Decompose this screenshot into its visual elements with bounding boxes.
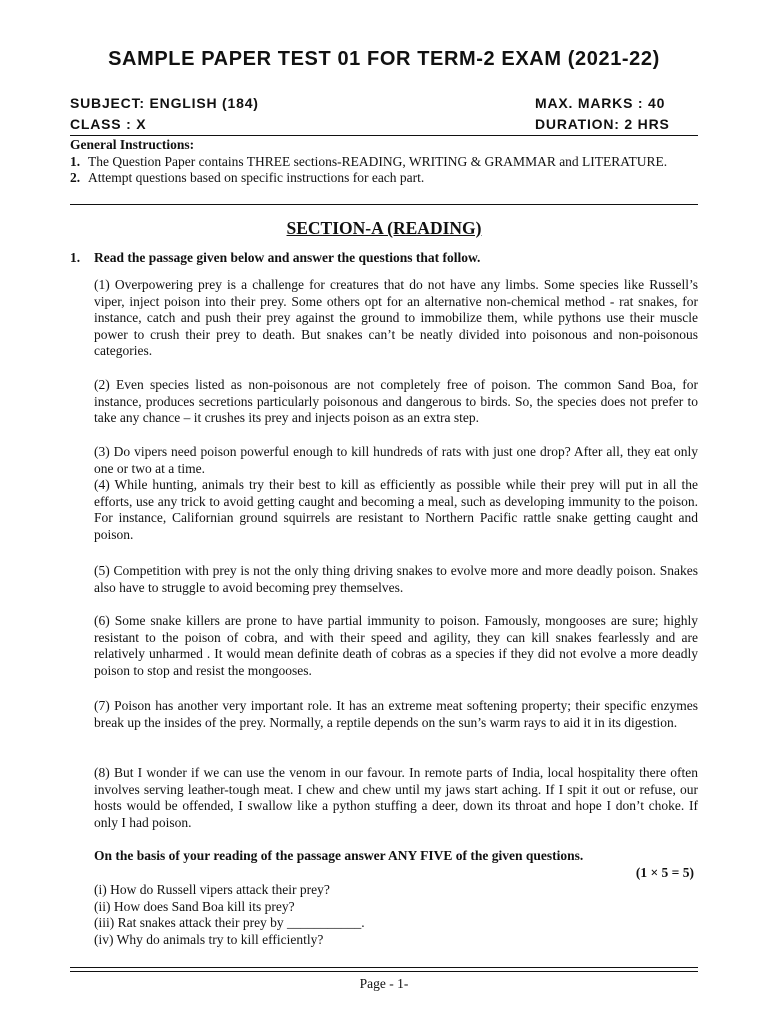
instructions-divider <box>70 204 698 205</box>
passage-paragraph-8: (8) But I wonder if we can use the venom in our favour. In remote parts of India, local hospitality there often involves serving leather-tough meat. I chew and chew until my jaws start aching. If I spit it out or refuse, our hosts would be offended, I swallow like a python stuffing a deer, down its throat and hope I don’t choke. If only I had poison. <box>94 765 698 830</box>
list-item: (i) How do Russell vipers attack their prey? <box>94 882 330 897</box>
instructions-heading: General Instructions: <box>70 137 195 152</box>
section-title-text: SECTION-A (READING) <box>286 218 482 238</box>
question-instruction: Read the passage given below and answer the questions that follow. <box>94 250 481 265</box>
passage-paragraph-2: (2) Even species listed as non-poisonous are not completely free of poison. The common Sand Boa, for instance, produces secretions particularly poisonous and dangerous to birds. So, the species does not prefer to take any chance – it crushes its prey and injects poison as an extra step. <box>94 377 698 426</box>
list-item: (iv) Why do animals try to kill efficiently? <box>94 931 324 947</box>
question-number: 1. <box>70 250 81 265</box>
passage-paragraph-1: (1) Overpowering prey is a challenge for creatures that do not have any limbs. Some species like Russell’s viper, inject poison into their prey. Some others opt for an alternative non-chemical method - rat snakes, for instance, catch and push their prey against the ground to immobilize them, while pythons use their muscle power to crush their prey to death. But snakes can’t be neatly divided into poisonous and non-poisonous categories. <box>94 277 698 359</box>
passage-paragraph-5: (5) Competition with prey is not the only thing driving snakes to evolve more and more deadly poison. Snakes also have to struggle to avoid becoming prey themselves. <box>94 563 698 595</box>
instruction-item <box>70 154 698 171</box>
instruction-text: The Question Paper contains THREE sections-READING, WRITING & GRAMMAR and LITERATURE. <box>88 153 668 169</box>
list-item: (ii) How does Sand Boa kill its prey? <box>94 898 295 914</box>
passage-paragraph-7: (7) Poison has another very important role. It has an extreme meat softening property; their specific enzymes break up the insides of the prey. Normally, a reptile depends on the sun’s warm rays to aid it in its digestion. <box>94 698 698 730</box>
passage-paragraph-4: (4) While hunting, animals try their best to kill as efficiently as possible while their prey will put in all the efforts, use any trick to avoid getting caught and becoming a meal, such as developing immunity to the poison. For instance, Californian ground squirrels are resistant to Northern Pacific rattle snake getting caught and poison. <box>94 477 698 542</box>
instruction-number: 1. <box>70 153 81 169</box>
footer-divider <box>70 967 698 968</box>
max-marks-label: MAX. MARKS : 40 <box>535 95 666 111</box>
marks-label: (1 × 5 = 5) <box>635 865 694 880</box>
list-item: (iii) Rat snakes attack their prey by ___________. <box>94 915 365 930</box>
paper-title: SAMPLE PAPER TEST 01 FOR TERM-2 EXAM (2021-22) <box>108 48 660 70</box>
instruction-item <box>70 170 698 187</box>
passage-paragraph-3: (3) Do vipers need poison powerful enough to kill hundreds of rats with just one drop? After all, they eat only one or two at a time. <box>94 444 698 476</box>
section-title <box>0 218 768 239</box>
instruction-number: 2. <box>70 170 81 185</box>
footer-divider-2 <box>70 971 698 972</box>
header-divider <box>70 135 698 136</box>
duration-label: DURATION: 2 HRS <box>535 116 670 132</box>
question-list <box>94 882 698 948</box>
instruction-text: Attempt questions based on specific instructions for each part. <box>88 170 425 185</box>
passage-paragraph-6: (6) Some snake killers are prone to have partial immunity to poison. Famously, mongooses are sure; highly resistant to the poison of cobra, and with their speed and agility, they can kill snakes fearlessly and are relatively unharmed . It would mean definite death of cobras as a species if they did not evolve a more deadly poison to stop and resist the mongooses. <box>94 613 698 678</box>
answer-instruction: On the basis of your reading of the passage answer ANY FIVE of the given questions. <box>94 848 584 863</box>
subject-label: SUBJECT: ENGLISH (184) <box>70 95 259 111</box>
general-instructions <box>70 137 698 187</box>
class-label: CLASS : X <box>70 116 147 132</box>
page-number: Page - 1- <box>359 976 409 991</box>
